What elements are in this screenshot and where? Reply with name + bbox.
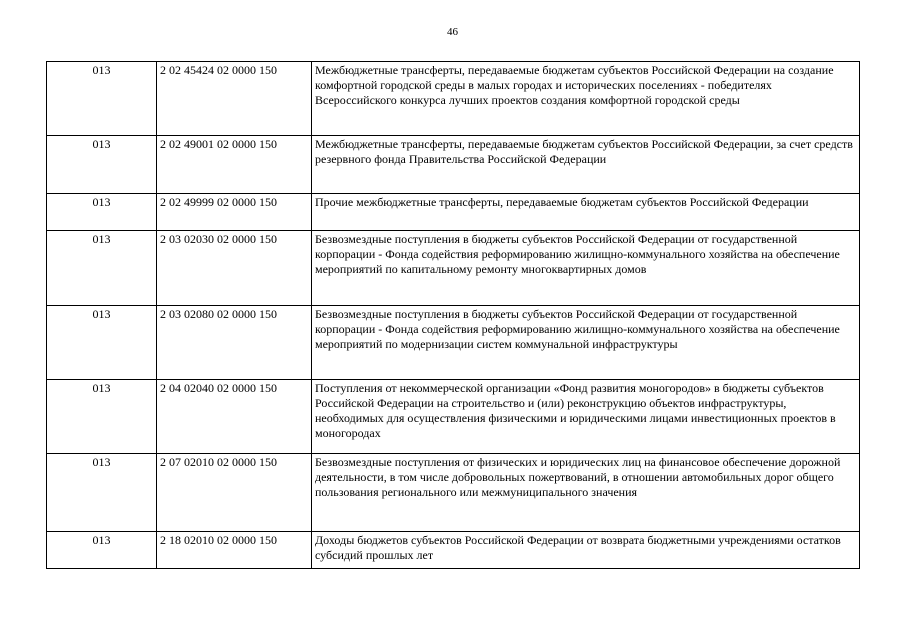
admin-code-cell: 013 bbox=[47, 380, 157, 454]
budget-code-cell: 2 18 02010 02 0000 150 bbox=[157, 532, 312, 569]
description-cell: Прочие межбюджетные трансферты, передаваемые бюджетам субъектов Российской Федерации bbox=[312, 194, 860, 231]
description-cell: Поступления от некоммерческой организации «Фонд развития моногородов» в бюджеты субъектов Российской Федерации на строительство и (или) реконструкцию объектов инфраструктуры, необходимых для осуществления физическими и юридическими лицами инвестиционных проектов в моногородах bbox=[312, 380, 860, 454]
budget-code-cell: 2 02 49001 02 0000 150 bbox=[157, 136, 312, 194]
description-cell: Безвозмездные поступления от физических и юридических лиц на финансовое обеспечение дорожной деятельности, в том числе добровольных пожертвований, в отношении автомобильных дорог общего пользования регионального или межмуниципального значения bbox=[312, 454, 860, 532]
description-cell: Доходы бюджетов субъектов Российской Федерации от возврата бюджетными учреждениями остатков субсидий прошлых лет bbox=[312, 532, 860, 569]
description-cell: Безвозмездные поступления в бюджеты субъектов Российской Федерации от государственной корпорации - Фонда содействия реформированию жилищно-коммунального хозяйства на обеспечение мероприятий по модернизации систем коммунальной инфраструктуры bbox=[312, 306, 860, 380]
table-row bbox=[47, 306, 860, 380]
admin-code-cell: 013 bbox=[47, 454, 157, 532]
table-row bbox=[47, 194, 860, 231]
budget-code-cell: 2 07 02010 02 0000 150 bbox=[157, 454, 312, 532]
description-cell: Межбюджетные трансферты, передаваемые бюджетам субъектов Российской Федерации на создание комфортной городской среды в малых городах и исторических поселениях - победителях Всероссийского конкурса лучших проектов создания комфортной городской среды bbox=[312, 62, 860, 136]
table-row bbox=[47, 532, 860, 569]
budget-codes-table bbox=[46, 61, 860, 569]
description-cell: Безвозмездные поступления в бюджеты субъектов Российской Федерации от государственной корпорации - Фонда содействия реформированию жилищно-коммунального хозяйства на обеспечение мероприятий по капитальному ремонту многоквартирных домов bbox=[312, 231, 860, 306]
table-row bbox=[47, 62, 860, 136]
admin-code-cell: 013 bbox=[47, 231, 157, 306]
admin-code-cell: 013 bbox=[47, 194, 157, 231]
table-row bbox=[47, 231, 860, 306]
budget-code-cell: 2 03 02080 02 0000 150 bbox=[157, 306, 312, 380]
admin-code-cell: 013 bbox=[47, 62, 157, 136]
table-row bbox=[47, 136, 860, 194]
table-row bbox=[47, 380, 860, 454]
admin-code-cell: 013 bbox=[47, 306, 157, 380]
budget-code-cell: 2 02 49999 02 0000 150 bbox=[157, 194, 312, 231]
budget-code-cell: 2 04 02040 02 0000 150 bbox=[157, 380, 312, 454]
table-row bbox=[47, 454, 860, 532]
admin-code-cell: 013 bbox=[47, 136, 157, 194]
page-number: 46 bbox=[447, 26, 458, 38]
budget-code-cell: 2 02 45424 02 0000 150 bbox=[157, 62, 312, 136]
admin-code-cell: 013 bbox=[47, 532, 157, 569]
description-cell: Межбюджетные трансферты, передаваемые бюджетам субъектов Российской Федерации, за счет средств резервного фонда Правительства Российской Федерации bbox=[312, 136, 860, 194]
budget-code-cell: 2 03 02030 02 0000 150 bbox=[157, 231, 312, 306]
